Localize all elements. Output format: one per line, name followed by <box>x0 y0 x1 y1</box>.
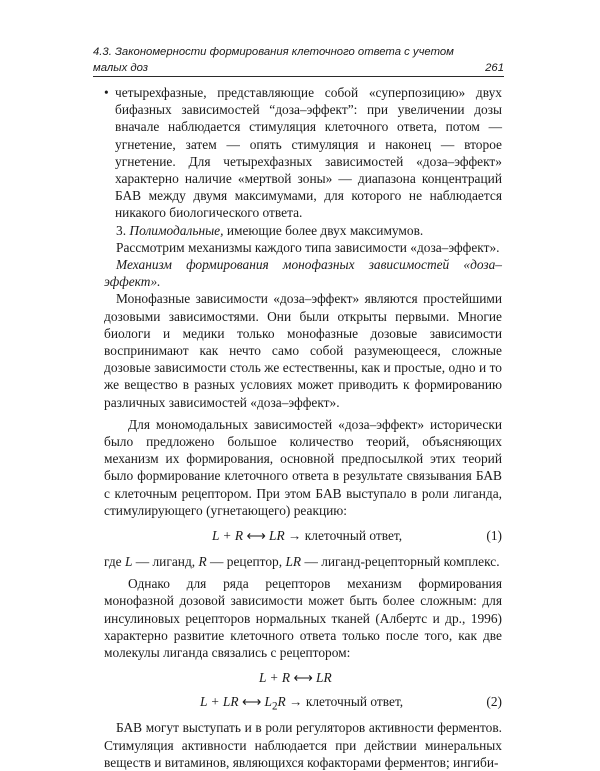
formula-2-line-2-rhs: клеточный ответ, <box>305 694 404 710</box>
formula-1 <box>104 524 502 548</box>
formula-1-number: (1) <box>486 528 502 544</box>
formula-1-lhs: L + R <box>212 528 244 544</box>
list-item-3 <box>104 222 502 239</box>
bullet-icon: • <box>104 85 109 100</box>
paragraph-monophase: Монофазные зависимости «доза–эффект» являются простейшими дозовыми зависимостями. Они были открыты первыми. Многие биологи и медики только монофазные дозовые зависимости воспринимают как нечто само собой разумеющееся, сложные дозовые зависимости столь же естественны, как и простые, одно и то же вещество в разных условиях может приводить к формированию различных зависимостей «доза–эффект». <box>104 291 502 410</box>
legend-R: R <box>198 554 207 570</box>
running-header <box>93 46 504 77</box>
paragraph-consider: Рассмотрим механизмы каждого типа зависимости «доза–эффект». <box>116 239 500 255</box>
formula-1-arrow2: → <box>288 528 302 544</box>
formula-1-mid: LR <box>269 528 285 544</box>
formula-2-line-1-lhs: L + R <box>259 670 291 686</box>
paragraph-enzymes: БАВ могут выступать и в роли регуляторов активности ферментов. Стимуляция активности наблюдается при действии минеральных веществ и витаминов, являющихся кофакторами ферментов; ингиби- <box>104 720 502 770</box>
formula-2-line-2-lhs: L + LR <box>200 694 239 710</box>
legend-LR-desc: — лиганд-рецепторный комплекс. <box>304 554 500 570</box>
formula-legend <box>104 553 502 570</box>
page-number: 261 <box>485 62 504 74</box>
list-item-3-text: имеющие более двух максимумов. <box>226 222 424 238</box>
page-body <box>104 84 502 771</box>
list-item-3-number: 3. <box>116 222 127 238</box>
formula-1-arrow: ⟷ <box>246 528 266 544</box>
paragraph-insulin: Однако для ряда рецепторов механизм формирования монофазной дозовой зависимости может быть более сложным: для инсулиновых рецепторов нормальных тканей (Албертс и др., 1996) характерно развитие клеточного ответа только после того, как две молекулы лиганда связались с рецептором: <box>104 576 502 661</box>
formula-2-line-2-expression <box>200 690 403 719</box>
legend-L: L <box>124 554 133 570</box>
bullet-item-four-phase <box>104 84 502 222</box>
list-item-3-term: Полимодальные, <box>129 222 224 238</box>
formula-2-line-1-expression <box>259 666 332 690</box>
bullet-text: четырехфазные, представляющие собой «суперпозицию» двух бифазных зависимостей “доза–эффект”: при увеличении дозы вначале наблюдается стимуляция клеточного ответа, потом — угнетение, затем — опять стимуляция и наконец — второе угнетение. Для четырехфазных зависимостей «доза–эффект» характерно наличие «мертвой зоны» — диапазона концентраций БАВ между двумя максимумами, для которого не наблюдается никакого биологического ответа. <box>115 85 502 221</box>
formula-2-line-2-arrow2: → <box>289 694 303 710</box>
formula-2-line-1-rhs: LR <box>316 670 332 686</box>
formula-2-line-1 <box>104 666 502 690</box>
formula-1-rhs: клеточный ответ, <box>304 528 403 544</box>
paragraph-monomodal: Для мономодальных зависимостей «доза–эффект» исторически было предложено большое количество теорий, объясняющих механизм их формирования, основной предпосылкой этих теорий было формирование клеточного ответа в результате связывания БАВ с клеточным рецептором. При этом БАВ выступало в роли лиганда, стимулирующего (угнетающего) реакцию: <box>104 416 502 518</box>
formula-2-line-2-arrow: ⟷ <box>241 694 262 710</box>
running-header-title: 4.3. Закономерности формирования клеточного ответа с учетом малых доз <box>93 46 454 74</box>
formula-2-line-2-mid-tail: R <box>277 694 286 710</box>
legend-R-desc: — рецептор, <box>210 554 283 570</box>
formula-1-expression <box>212 524 402 548</box>
formula-2-line-2 <box>104 690 502 714</box>
subheading-monophase: Механизм формирования монофазных зависимостей «доза–эффект». <box>104 257 502 290</box>
legend-L-desc: — лиганд, <box>135 554 196 570</box>
formula-2-line-2-mid-base: L <box>264 694 272 710</box>
legend-prefix: где <box>104 554 122 570</box>
formula-2-line-1-arrow: ⟷ <box>293 670 313 686</box>
formula-2-line-2-mid-sub: 2 <box>271 700 278 713</box>
legend-LR: LR <box>285 554 302 570</box>
formula-2-number: (2) <box>486 694 502 710</box>
